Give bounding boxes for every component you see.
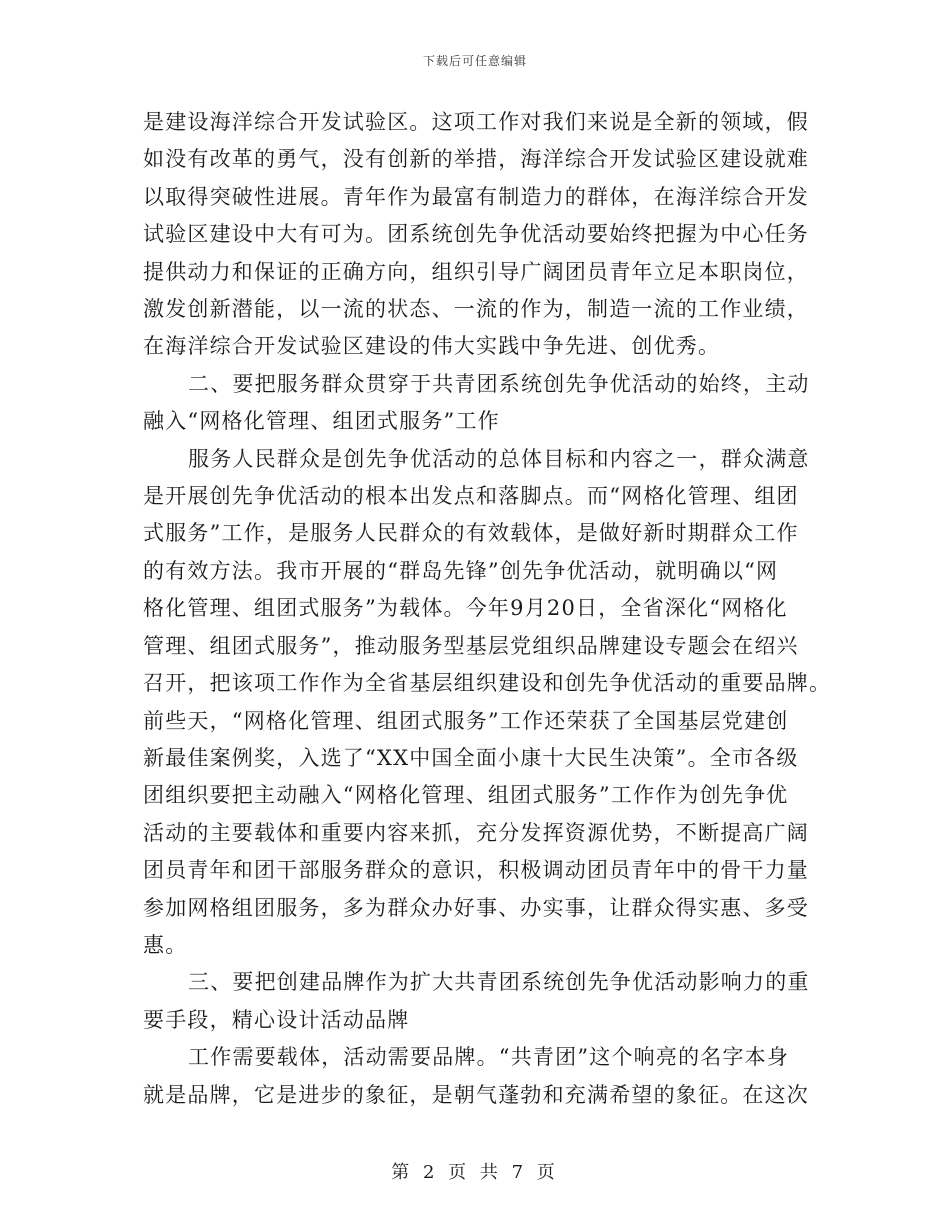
text-line: 激发创新潜能，以一流的状态、一流的作为，制造一流的工作业绩， xyxy=(143,297,809,322)
text-line: 团组织要把主动融入“网格化管理、组团式服务”工作作为创先争优 xyxy=(143,783,789,808)
text-line: 的有效方法。我市开展的“群岛先锋”创先争优活动，就明确以“网 xyxy=(143,558,779,583)
text-line: 参加网格组团服务，多为群众办好事、办实事，让群众得实惠、多受 xyxy=(143,895,809,920)
text-line: 团员青年和团干部服务群众的意识，积极调动团员青年中的骨干力量 xyxy=(143,858,809,883)
text-line: 要手段，精心设计活动品牌 xyxy=(143,1007,410,1032)
text-line: 以取得突破性进展。青年作为最富有制造力的群体，在海洋综合开发 xyxy=(143,184,809,209)
page-number: 第 2 页 共 7 页 xyxy=(391,1162,559,1183)
text-line: 工作需要载体，活动需要品牌。“共青团”这个响亮的名字本身 xyxy=(188,1045,790,1070)
section-heading xyxy=(143,964,813,1039)
text-line: 惠。 xyxy=(143,932,188,957)
text-line: 活动的主要载体和重要内容来抓，充分发挥资源优势，不断提高广阔 xyxy=(143,820,809,845)
text-line: 式服务”工作，是服务人民群众的有效载体，是做好新时期群众工作 xyxy=(143,521,799,546)
text-line: 试验区建设中大有可为。团系统创先争优活动要始终把握为中心任务 xyxy=(143,222,809,247)
text-line: 新最佳案例奖，入选了“XX中国全面小康十大民生决策”。全市各级 xyxy=(143,745,799,770)
text-line: 格化管理、组团式服务”为载体。今年9月20日，全省深化“网格化 xyxy=(143,596,788,621)
text-line: 召开，把该项工作作为全省基层组织建设和创先争优活动的重要品牌。 xyxy=(143,671,832,696)
section-heading xyxy=(143,366,813,441)
paragraph xyxy=(143,1039,813,1114)
text-line: 在海洋综合开发试验区建设的伟大实践中争先进、创优秀。 xyxy=(143,334,721,359)
text-line: 管理、组团式服务”，推动服务型基层党组织品牌建设专题会在绍兴 xyxy=(143,633,799,658)
paragraph xyxy=(143,104,813,366)
text-line: 三、要把创建品牌作为扩大共青团系统创先争优活动影响力的重 xyxy=(188,970,810,995)
text-line: 二、要把服务群众贯穿于共青团系统创先争优活动的始终，主动 xyxy=(188,371,810,396)
paragraph xyxy=(143,441,832,965)
text-line: 是开展创先争优活动的根本出发点和落脚点。而“网格化管理、组团 xyxy=(143,484,799,509)
text-line: 提供动力和保证的正确方向，组织引导广阔团员青年立足本职岗位， xyxy=(143,259,809,284)
document-body xyxy=(143,104,832,1114)
text-line: 融入“网格化管理、组团式服务”工作 xyxy=(143,409,500,434)
page-header: 下载后可任意编辑 xyxy=(422,54,527,68)
text-line: 前些天，“网格化管理、组团式服务”工作还荣获了全国基层党建创 xyxy=(143,708,789,733)
text-line: 服务人民群众是创先争优活动的总体目标和内容之一，群众满意 xyxy=(188,446,810,471)
text-line: 是建设海洋综合开发试验区。这项工作对我们来说是全新的领域，假 xyxy=(143,110,809,134)
text-line: 如没有改革的勇气，没有创新的举措，海洋综合开发试验区建设就难 xyxy=(143,147,809,172)
text-line: 就是品牌，它是进步的象征，是朝气蓬勃和充满希望的象征。在这次 xyxy=(143,1082,809,1107)
